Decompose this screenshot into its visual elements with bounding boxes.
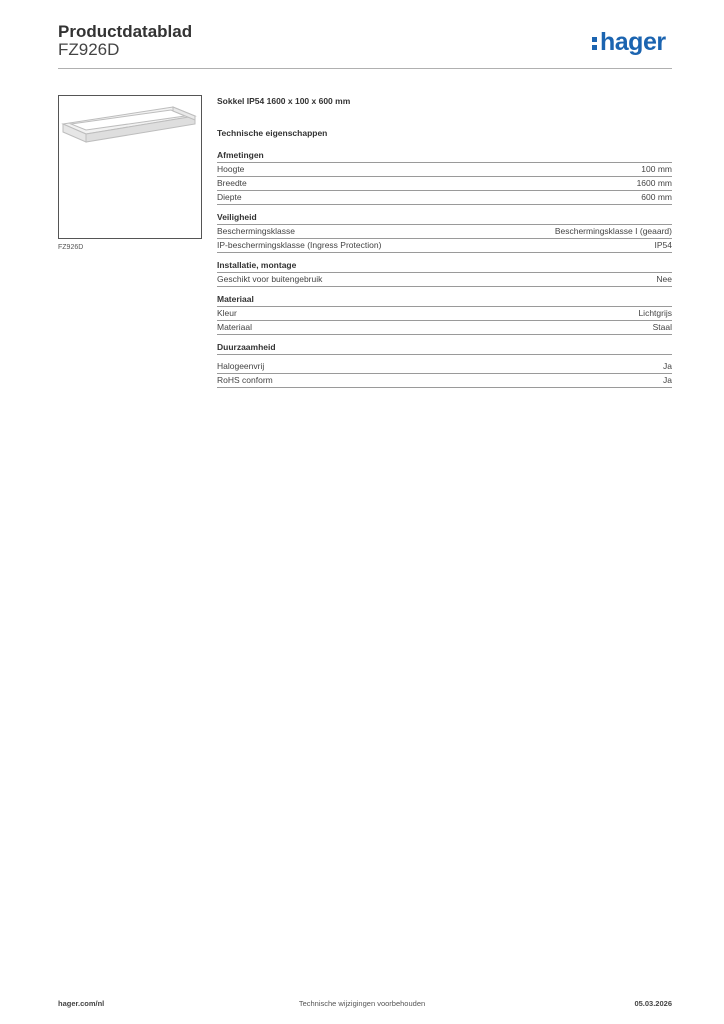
product-name: Sokkel IP54 1600 x 100 x 600 mm <box>217 96 351 106</box>
spec-row <box>217 321 672 335</box>
section-installatie <box>217 260 672 287</box>
image-caption: FZ926D <box>58 244 84 251</box>
spec-value: Staal <box>652 322 672 332</box>
section-title: Duurzaamheid <box>217 342 672 355</box>
spec-label: Beschermingsklasse <box>217 226 295 236</box>
logo-text: hager <box>600 28 666 56</box>
logo-dots-icon <box>592 33 599 50</box>
tech-heading: Technische eigenschappen <box>217 128 328 138</box>
spec-value: IP54 <box>654 240 672 250</box>
section-veiligheid <box>217 212 672 253</box>
spec-value: Beschermingsklasse I (geaard) <box>554 226 672 236</box>
page-title: Productdatablad <box>58 22 193 41</box>
section-title: Afmetingen <box>217 150 672 163</box>
spec-label: IP-beschermingsklasse (Ingress Protection) <box>217 240 382 250</box>
section-title: Installatie, montage <box>217 260 672 273</box>
spec-label: RoHS conform <box>217 375 273 385</box>
spec-value: Nee <box>656 274 672 284</box>
spec-value: 600 mm <box>641 192 672 202</box>
spec-value: 1600 mm <box>636 178 672 188</box>
spec-value: Lichtgrijs <box>638 308 672 318</box>
header-divider <box>58 68 672 69</box>
spec-label: Breedte <box>217 178 247 188</box>
footer-website-link[interactable]: hager.com/nl <box>58 999 105 1008</box>
spec-row <box>217 163 672 177</box>
spec-row <box>217 360 672 374</box>
plinth-frame-icon <box>59 96 201 238</box>
spec-content <box>217 96 672 395</box>
spec-value: Ja <box>663 375 672 385</box>
footer-notice: Technische wijzigingen voorbehouden <box>298 999 426 1008</box>
spec-row <box>217 191 672 205</box>
spec-label: Geschikt voor buitengebruik <box>217 274 323 284</box>
spec-label: Materiaal <box>217 322 252 332</box>
spec-row <box>217 177 672 191</box>
spec-label: Diepte <box>217 192 242 202</box>
spec-value: Ja <box>663 361 672 371</box>
section-materiaal <box>217 294 672 335</box>
section-duurzaamheid <box>217 342 672 388</box>
spec-value: 100 mm <box>641 164 672 174</box>
section-title: Materiaal <box>217 294 672 307</box>
spec-row <box>217 239 672 253</box>
spec-label: Halogeenvrij <box>217 361 265 371</box>
product-image <box>58 95 202 239</box>
footer-date: 05.03.2026 <box>634 999 672 1008</box>
spec-row <box>217 307 672 321</box>
spec-row <box>217 273 672 287</box>
spec-label: Kleur <box>217 308 237 318</box>
product-code: FZ926D <box>58 40 120 59</box>
spec-label: Hoogte <box>217 164 245 174</box>
section-afmetingen <box>217 150 672 205</box>
section-title: Veiligheid <box>217 212 672 225</box>
spec-row <box>217 225 672 239</box>
spec-row <box>217 374 672 388</box>
hager-logo <box>592 28 666 57</box>
